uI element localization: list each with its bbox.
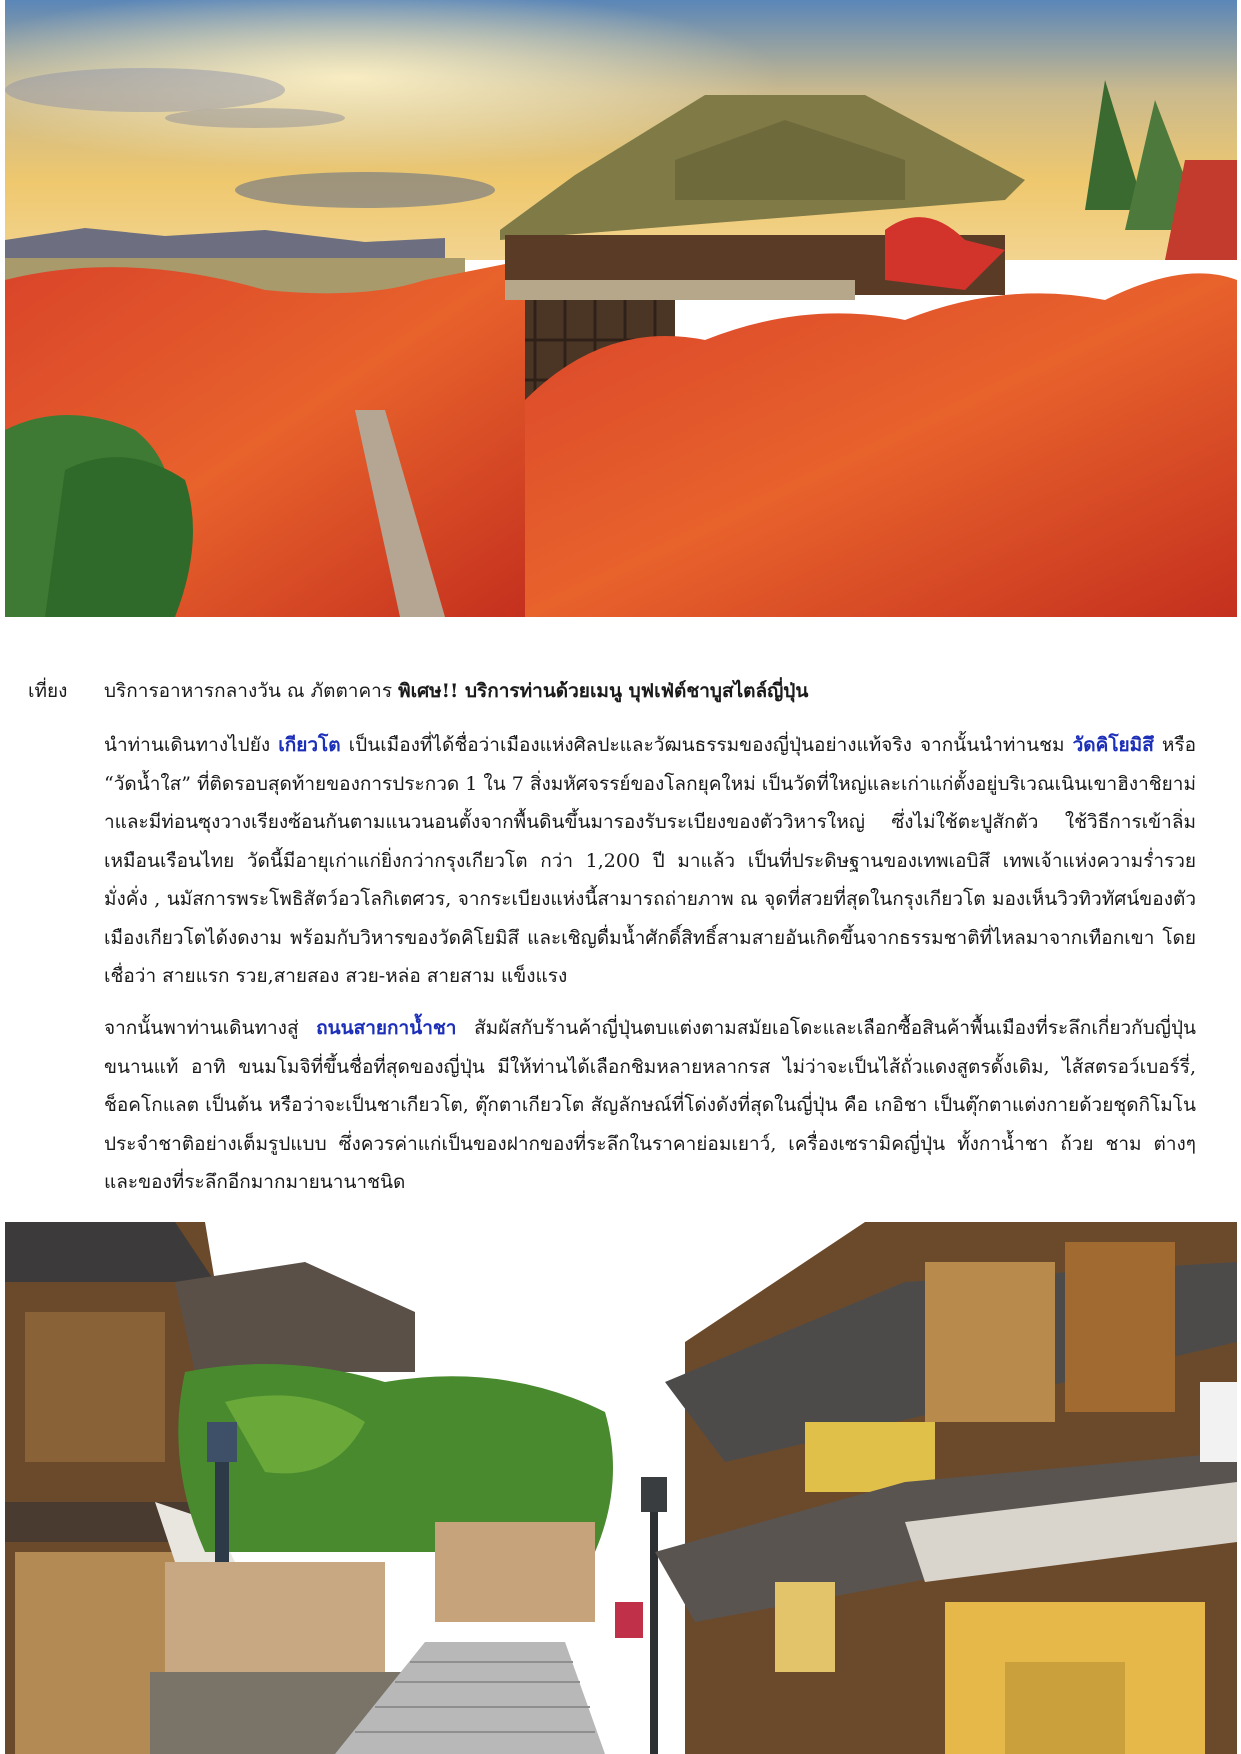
para1-text-1: นำท่านเดินทางไปยัง (104, 734, 279, 756)
meal-time-label: เที่ยง (28, 680, 68, 702)
teapot-lane-paragraph (104, 1009, 1196, 1202)
kyoto-old-street-photo (5, 1222, 1237, 1754)
para2-text-2: สัมผัสกับร้านค้าญี่ปุ่นตบแต่งตามสมัยเอโดะและเลือกซื้อสินค้าพื้นเมืองที่ระลึกเกี่ยวกับญี่ปุ่นขนานแท้ อาทิ ขนมโมจิที่ขึ้นชื่อที่สุดของญี่ปุ่น มีให้ท่านได้เลือกชิมหลายหลากรส ไม่ว่าจะเป็นไส้ถั่วแดงสูตรดั้งเดิม, ไส้สตรอว์เบอร์รี่, ช็อคโกแลต เป็นต้น หรือว่าจะเป็นชาเกียวโต, ตุ๊กตาเกียวโต สัญลักษณ์ที่โด่งดังที่สุดในญี่ปุ่น คือ เกอิชา เป็นตุ๊กตาแต่งกายด้วยชุดกิโมโนประจำชาติอย่างเต็มรูปแบบ ซึ่งควรค่าแก่เป็นของฝากของที่ระลึกในราคาย่อมเยาว์, เครื่องเซรามิคญี่ปุ่น ทั้งกาน้ำชา ถ้วย ชาม ต่างๆ และของที่ระลึกอีกมากมายนานาชนิด (104, 1017, 1196, 1193)
place-kyoto: เกียวโต (278, 734, 341, 756)
lunch-text: บริการอาหารกลางวัน ณ ภัตตาคาร (104, 680, 399, 702)
place-kiyomizu: วัดคิโยมิสึ (1072, 734, 1154, 756)
para2-text-1: จากนั้นพาท่านเดินทางสู่ (104, 1017, 317, 1039)
lunch-special-highlight: พิเศษ!! บริการท่านด้วยเมนู บุฟเฟ่ต์ชาบูสไตล์ญี่ปุ่น (398, 680, 809, 702)
lunch-description (104, 674, 808, 708)
para1-text-3: หรือ “วัดน้ำใส” ที่ติดรอบสุดท้ายของการประกวด 1 ใน 7 สิ่งมหัศจรรย์ของโลกยุคใหม่ เป็นวัดที่ใหญ่และเก่าแก่ตั้งอยู่บริเวณเนินเขาฮิงาชิยาม่าและมีท่อนซุงวางเรียงซ้อนกันตามแนวนอนตั้งจากพื้นดินขึ้นมารองรับระเบียงของตัววิหารใหญ่ ซึ่งไม่ใช้ตะปูสักตัว ใช้วิธีการเข้าลิ่มเหมือนเรือนไทย วัดนี้มีอายุเก่าแก่ยิ่งกว่ากรุงเกียวโต กว่า 1,200 ปี มาแล้ว เป็นที่ประดิษฐานของเทพเอบิสึ เทพเจ้าแห่งความร่ำรวย มั่งคั่ง , นมัสการพระโพธิสัตว์อวโลกิเตศวร, จากระเบียงแห่งนี้สามารถถ่ายภาพ ณ จุดที่สวยที่สุดในกรุงเกียวโต มองเห็นวิวทิวทัศน์ของตัวเมืองเกียวโตได้งดงาม พร้อมกับวิหารของวัดคิโยมิสึ และเชิญดื่มน้ำศักดิ์สิทธิ์สามสายอันเกิดขึ้นจากธรรมชาติที่ไหลมาจากเทือกเขา โดยเชื่อว่า สายแรก รวย,สายสอง สวย-หล่อ สายสาม แข็งแรง (104, 734, 1197, 987)
place-teapot-lane: ถนนสายกาน้ำชา (316, 1017, 457, 1039)
para1-text-2: เป็นเมืองที่ได้ชื่อว่าเมืองแห่งศิลปะและวัฒนธรรมของญี่ปุ่นอย่างแท้จริง จากนั้นนำท่านชม (340, 734, 1073, 756)
kiyomizu-temple-photo (5, 0, 1237, 617)
kyoto-kiyomizu-paragraph (104, 726, 1196, 996)
